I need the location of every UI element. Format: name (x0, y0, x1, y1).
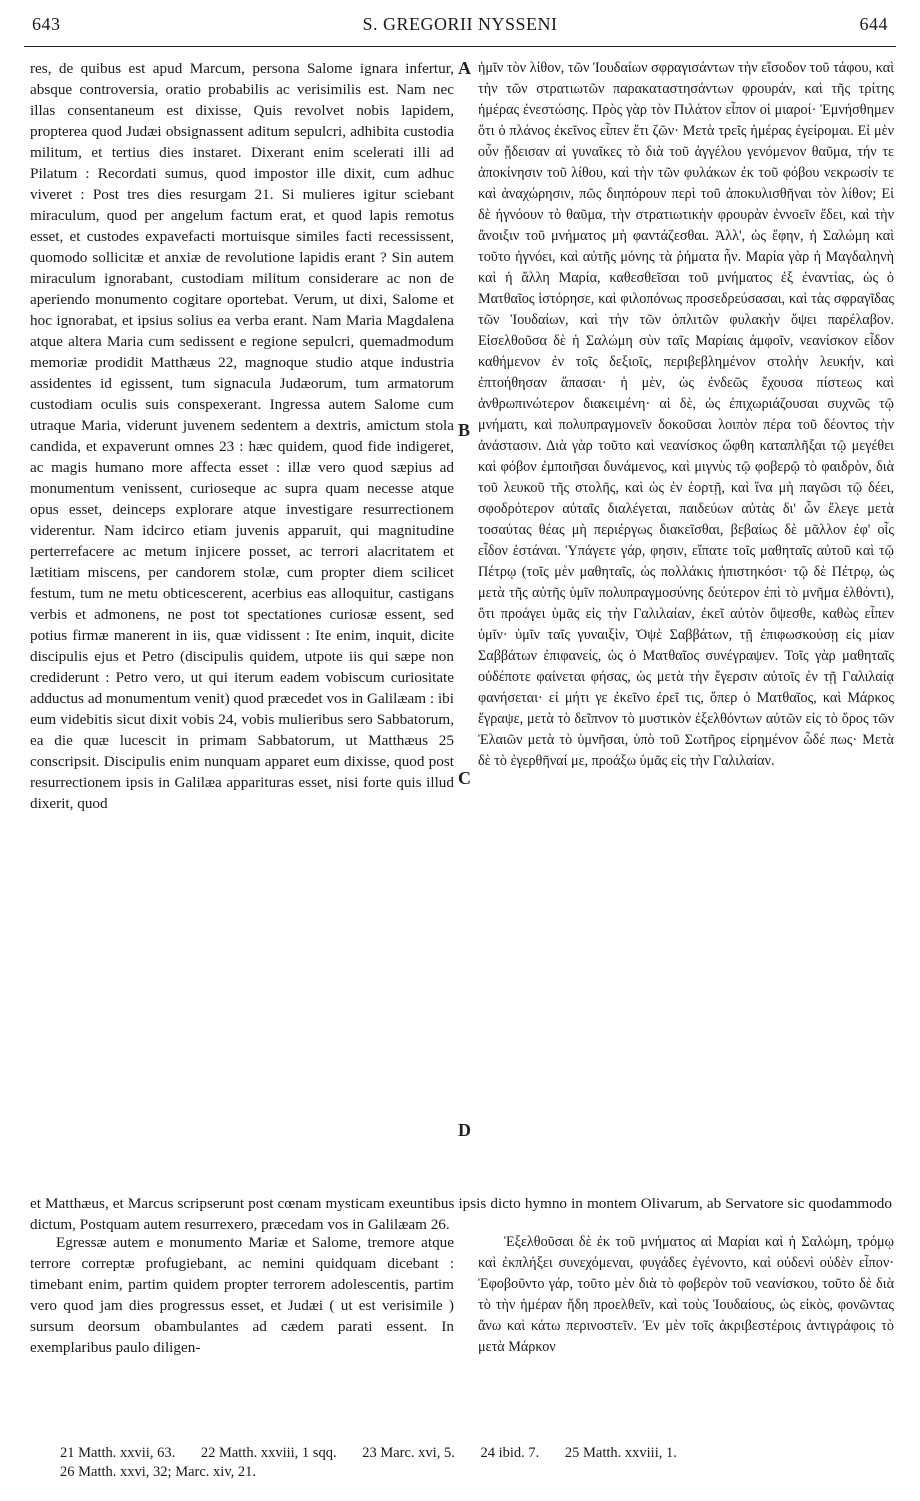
latin-lower-paragraph: Egressæ autem e monumento Mariæ et Salome, tremore atque terrore correptæ profugiebant, ac nemini quidquam dicebant : timebant enim, partim quidem propter terrorem adolescentis, partim vero quod jam dies progressus esset, et Judæi ( ut est verisimile ) sursum deorsum obambulantes ad cædem parati essent. In exemplaribus paulo diligen- (30, 1234, 454, 1356)
footnote-21: 21 Matth. xxvii, 63. (60, 1445, 176, 1461)
latin-paragraph: res, de quibus est apud Marcum, persona Salome ignara infertur, absque controversia, oratio probabilis ac verisimilis est. Nam nec illas consentaneum est dixisse, Quis revolvet nobis lapidem, propterea quod Judæi obsignassent aditum sepulcri, adhibita custodia militum, et tertius dies instaret. Dixerant enim scelerati illi ad Pilatum : Recordati sumus, quod impostor ille dixit, cum adhuc viveret : Post tres dies resurgam 21. Si mulieres igitur sciebant miraculum, quod per angelum factum erat, et quod lapis remotus esset, et custodes expavefacti mortuisque similes facti recessissent, quomodo sollicitæ et anxiæ de revolutione lapidis erant ? Sin autem miraculum ignorabant, custodiam militum considerare ac non de aperiendo monumento cogitare oportebat. Verum, ut dixi, Salome et hoc ignorabat, et ipsius solius ea verba erant. Nam Maria Magdalena atque altera Maria cum sedissent e regione sepulcri, quemadmodum memoriæ prodidit Matthæus 22, magnoque studio atque industria assidentes id egissent, tum signacula Judæorum, tum armatorum custodiam oculis suis conspexerant. Ingressa autem Salome cum utraque Maria, viderunt juvenem sedentem a dextris, amictum stola candida, et expaverunt omnes 23 : hæc quidem, quod fide indigeret, ac magis humano more affecta esset : illæ vero quod sæpius ad monumentum venissent, curioseque ac supra quam necesse atque opus esset, deinceps explorare atque investigare resurrectionem viderentur. Nam idcirco etiam juvenis apparuit, qui magnitudine perterrefacere ac metum injicere posset, ac terrori alacritatem et lætitiam miscens, per candorem stolæ, cum propter diem scilicet festum, tum ne metu obticescerent, acerbius eas alloquitur, castigans verbis et admonens, ne post tot spectationes curiosæ essent, sed potius firmæ manerent in iis, quæ vidissent : Ite enim, inquit, dicite discipulis ejus et Petro (discipulis quidem, utpote iis qui sæpe non crediderunt : Petro vero, ut qui iterum eadem vobiscum curiositate adductus ad monumentum venit) quod præcedet vos in Galilæam : ibi eum videbitis sicut dixit vobis 24, vobis mulieribus sero Sabbatorum, ea die quæ lucescit in primam Sabbatorum, ut Matthæus 25 conscripsit. Discipulis enim nunquam apparet eum dixisse, quod post resurrectionem ipsis in Galilæa apparituras esset, nisi forte quis illud dixerit, quod (30, 60, 454, 812)
running-title: S. GREGORII NYSSENI (362, 14, 558, 34)
footnote-24: 24 ibid. 7. (480, 1445, 540, 1461)
footnotes (60, 1444, 896, 1482)
footnote-25: 25 Matth. xxviii, 1. (564, 1445, 677, 1461)
footnote-row (60, 1444, 896, 1463)
full-width-paragraph: et Matthæus, et Marcus scripserunt post cœnam mysticam exeuntibus ipsis dicto hymno in montem Olivarum, ab Servatore sic quodammodo dictum, Postquam autem resurrexero, præcedam vos in Galilæam 26. (30, 1195, 892, 1233)
page-number-right: 644 (859, 14, 888, 34)
margin-letter-c: C (458, 768, 471, 788)
footnote-26: 26 Matth. xxvi, 32; Marc. xiv, 21. (60, 1464, 256, 1480)
latin-column (30, 58, 454, 814)
margin-letter-d: D (458, 1120, 471, 1140)
greek-column (478, 58, 894, 772)
page-header (24, 8, 896, 38)
margin-letter-a: A (458, 58, 471, 78)
footnote-row (60, 1463, 896, 1482)
greek-lower-column (478, 1232, 894, 1358)
margin-letter-b: B (458, 420, 471, 440)
page-number-left: 643 (32, 14, 61, 34)
footnote-22: 22 Matth. xxviii, 1 sqq. (200, 1445, 337, 1461)
greek-lower-paragraph: Ἐξελθοῦσαι δὲ ἐκ τοῦ μνήματος αἱ Μαρίαι καὶ ἡ Σαλώμη, τρόμῳ καὶ ἐκπλήξει συνεχόμεναι, φυγάδες ἐγένοντο, καὶ οὐδενὶ οὐδὲν εἶπον· Ἐφοβοῦντο γάρ, τοῦτο μὲν διὰ τὸ φοβερὸν τοῦ νεανίσκου, τοῦτο δὲ διὰ τὸ τὴν ἡμέραν ἤδη προελθεῖν, καὶ τοὺς Ἰουδαίους, ὡς εἰκὸς, φονῶντας ἄνω καὶ κάτω περινοστεῖν. Ἐν μὲν τοῖς ἀκριβεστέροις ἀντιγράφοις τὸ μετὰ Μάρκον (478, 1234, 894, 1355)
header-rule (24, 46, 896, 47)
footnote-23: 23 Marc. xvi, 5. (362, 1445, 455, 1461)
greek-paragraph: ἡμῖν τὸν λίθον, τῶν Ἰουδαίων σφραγισάντων τὴν εἴσοδον τοῦ τάφου, καὶ τὴν τῶν στρατιωτῶν παρακαταστησάντων φρουράν, καὶ τῆς τρίτης ἡμέρας ἐνεστώσης. Πρὸς γὰρ τὸν Πιλάτον εἶπον οἱ μιαροί· Ἐμνήσθημεν ὅτι ὁ πλάνος ἐκεῖνος εἶπεν ἔτι ζῶν· Μετὰ τρεῖς ἡμέρας ἐγείρομαι. Εἰ μὲν οὖν ᾔδεισαν αἱ γυναῖκες τὸ διὰ τοῦ ἀγγέλου γενόμενον θαῦμα, τήν τε ἀποκίνησιν τοῦ λίθου, καὶ τὴν τῶν φυλάκων ἐκ τοῦ φόβου νεκρωσίν τε καὶ ἀναχώρησιν, πῶς διηπόρουν περὶ τοῦ ἀποκυλισθῆναι τὸν λίθον; Εἰ δὲ ἠγνόουν τὸ θαῦμα, τὴν στρατιωτικὴν φρουρὰν ἐννοεῖν ἔδει, καὶ τὴν ἄνοιξιν τοῦ μνήματος μὴ φαντάζεσθαι. Ἀλλ', ὡς ἔφην, ἡ Σαλώμη καὶ τοῦτο ἠγνόει, καὶ αὐτῆς μόνης τὰ ῥήματα ἦν. Μαρία γὰρ ἡ Μαγδαληνὴ καὶ ἡ ἄλλη Μαρία, καθεσθεῖσαι τοῦ μνήματος ἐξ ἐναντίας, ὡς ὁ Ματθαῖος ἱστόρησε, καὶ φιλοπόνως προσεδρεύσασαι, καὶ τὰς σφραγῖδας τῶν Ἰουδαίων, καὶ τὴν τῶν ὁπλιτῶν φυλακὴν ὄψει παρέλαβον. Εἰσελθοῦσα δὲ ἡ Σαλώμη σὺν ταῖς Μαρίαις ἀμφοῖν, νεανίσκον εἶδον καθήμενον ἐν τοῖς δεξιοῖς, περιβεβλημένον στολὴν λευκήν, καὶ ἐπτοήθησαν ἅπασαι· ἡ μὲν, ὡς ἐνδεῶς ἔχουσα πίστεως καὶ ἀνθρωπινώτερον διακειμένη· αἱ δὲ, ὡς ἐπιχωριάζουσαι συχνῶς τῷ μνήματι, καὶ πολυπραγμονεῖν δοκοῦσαι λοιπὸν πέρα τοῦ δέοντος τὴν ἀνάστασιν. Διὰ γὰρ τοῦτο καὶ νεανίσκος ὤφθη καταπλῆξαι τῷ μεγέθει καὶ φόβον ἐμποιῆσαι δυνάμενος, καὶ μιγνὺς τῷ φοβερῷ τὸ φαιδρὸν, διὰ τοῦ λευκοῦ τῆς στολῆς, καὶ ὡς ἐν ἑορτῇ, καὶ ἵνα μὴ παγῶσι τῷ δέει, σφοδρότερον αὐταῖς διαλέγεται, παιδεύων αὐτὰς δι' ὧν ἔλεγε μετὰ τοσαύτας θέας μὴ περιέργως διακεῖσθαι, βεβαίως δὲ μᾶλλον ἐφ' οἷς εἶδον ἑστάναι. Ὑπάγετε γάρ, φησιν, εἴπατε τοῖς μαθηταῖς αὐτοῦ καὶ τῷ Πέτρῳ (τοῖς μὲν μαθηταῖς, ὡς πολλάκις ἠπιστηκόσι· τῷ δὲ Πέτρῳ, ὡς μετὰ τῆς αὐτῆς ὑμῖν πολυπραγμοσύνης δεύτερον ἐπὶ τὸ μνῆμα ἐλθόντι), ὅτι προάγει ὑμᾶς εἰς τὴν Γαλιλαίαν, ἐκεῖ αὐτὸν ὄψεσθε, καθὼς εἶπεν ὑμῖν· ὑμῖν ταῖς γυναιξὶν, Ὀψὲ Σαββάτων, τῇ ἐπιφωσκούσῃ εἰς μίαν Σαββάτων ἐπιφανείς, ὡς ὁ Ματθαῖος συνέγραψεν. Τοῖς γὰρ μαθηταῖς οὐδέποτε φαίνεται φήσας, ὡς μετὰ τὴν ἔγερσιν αὐτοῖς ἐν τῇ Γαλιλαίᾳ φανήσεται· εἰ μήτι γε ἐκεῖνο ἐρεῖ τις, ὅπερ ὁ Ματθαῖος, καὶ Μάρκος ἔγραψε, μετὰ τὸ δεῖπνον τὸ μυστικὸν ἐξελθόντων αὐτῶν εἰς τὸ ὄρος τῶν Ἐλαιῶν μετὰ τὸ ὑμνῆσαι, ὑπὸ τοῦ Σωτῆρος εἰρημένον ὧδέ πως· Μετὰ δὲ τὸ ἐγερθῆναί με, προάξω ὑμᾶς εἰς τὴν Γαλιλαίαν. (478, 60, 894, 769)
latin-lower-column (30, 1232, 454, 1358)
full-width-line (30, 1193, 892, 1235)
